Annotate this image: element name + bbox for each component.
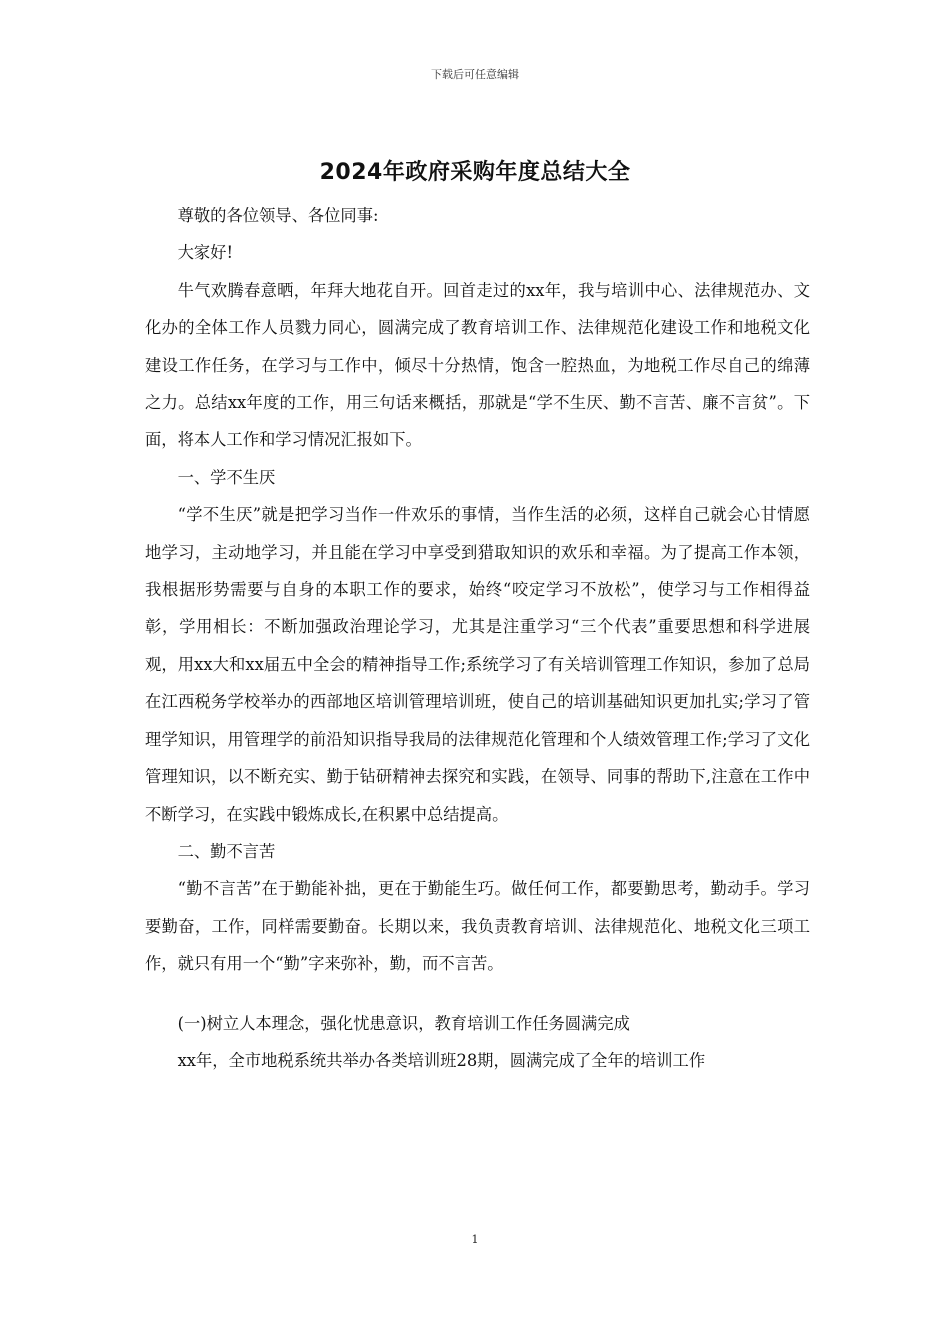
salutation: 尊敬的各位领导、各位同事:	[177, 206, 379, 225]
document-title: 2024年政府采购年度总结大全	[319, 160, 631, 185]
document-body	[145, 197, 810, 1079]
page-header-note: 下载后可任意编辑	[431, 68, 519, 81]
paragraph-spacer	[145, 983, 810, 1005]
subsection-1-paragraph: xx年，全市地税系统共举办各类培训班28期，圆满完成了全年的培训工作	[177, 1050, 706, 1070]
section-heading-2: 二、勤不言苦	[177, 841, 276, 861]
section-2-paragraph: “勤不言苦”在于勤能补拙，更在于勤能生巧。做任何工作，都要勤思考，勤动手。学习要勤奋，工作，同样需要勤奋。长期以来，我负责教育培训、法律规范化、地税文化三项工作，就只有用一个“勤”字来弥补，勤，而不言苦。	[145, 879, 810, 974]
page-number: 1	[471, 1233, 479, 1246]
section-1-paragraph: “学不生厌”就是把学习当作一件欢乐的事情，当作生活的必须，这样自己就会心甘情愿地学习，主动地学习，并且能在学习中享受到猎取知识的欢乐和幸福。为了提高工作本领，我根据形势需要与自身的本职工作的要求，始终“咬定学习不放松”，使学习与工作相得益彰，学用相长：不断加强政治理论学习，尤其是注重学习“三个代表”重要思想和科学进展观，用xx大和xx届五中全会的精神指导工作;系统学习了有关培训管理工作知识，参加了总局在江西税务学校举办的西部地区培训管理培训班，使自己的培训基础知识更加扎实;学习了管理学知识，用管理学的前沿知识指导我局的法律规范化管理和个人绩效管理工作;学习了文化管理知识，以不断充实、勤于钻研精神去探究和实践，在领导、同事的帮助下,注意在工作中不断学习，在实践中锻炼成长,在积累中总结提高。	[145, 505, 810, 824]
intro-paragraph: 牛气欢腾春意晒，年拜大地花自开。回首走过的xx年，我与培训中心、法律规范办、文化办的全体工作人员戮力同心，圆满完成了教育培训工作、法律规范化建设工作和地税文化建设工作任务，在学习与工作中，倾尽十分热情，饱含一腔热血，为地税工作尽自己的绵薄之力。总结xx年度的工作，用三句话来概括，那就是“学不生厌、勤不言苦、廉不言贫”。下面，将本人工作和学习情况汇报如下。	[145, 280, 810, 450]
subsection-heading-1: (一)树立人本理念，强化忧患意识，教育培训工作任务圆满完成	[177, 1013, 630, 1033]
greeting: 大家好!	[177, 243, 233, 263]
section-heading-1: 一、学不生厌	[177, 467, 276, 487]
